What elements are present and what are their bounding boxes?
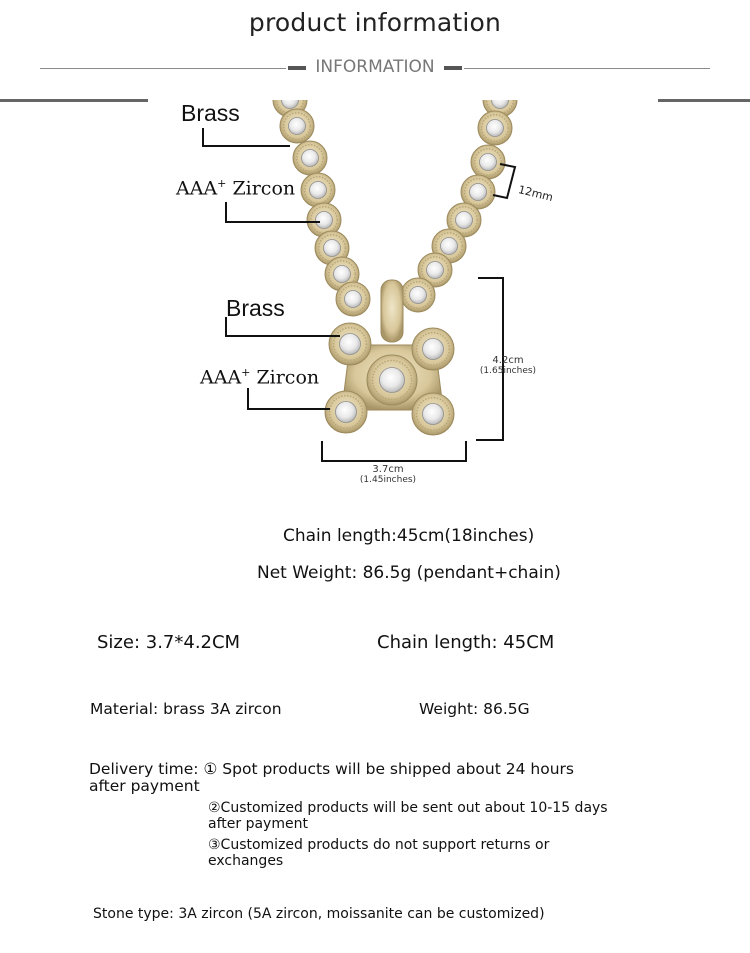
width-cm: 3.7cm (372, 464, 404, 475)
width-in: (1.45inches) (359, 475, 417, 485)
zircon-grade: AAA (176, 177, 218, 200)
label-brass-chain: Brass (181, 100, 240, 126)
spec-size: Size: 3.7*4.2CM (97, 632, 241, 653)
pendant-bail (381, 280, 403, 342)
page-title: product information (248, 8, 502, 37)
zircon-grade: AAA (200, 366, 242, 389)
section-subtitle: INFORMATION (315, 57, 435, 77)
label-width (358, 464, 418, 486)
delivery-option-3-cont: exchanges (208, 853, 284, 869)
pendant-stone (329, 323, 371, 365)
header-dash-right (444, 66, 462, 70)
chain-link (471, 145, 505, 179)
spec-stone-type: Stone type: 3A zircon (5A zircon, moissanite can be customized) (93, 906, 545, 922)
zircon-plus: + (241, 366, 251, 379)
delivery-option-3: ③Customized products do not support returns or (208, 837, 550, 853)
height-in: (1.65inches) (479, 366, 537, 376)
label-brass-pendant: Brass (226, 295, 285, 321)
chain-link (478, 111, 512, 145)
summary-net-weight: Net Weight: 86.5g (pendant+chain) (257, 563, 561, 583)
label-zircon-chain (176, 177, 295, 199)
delivery-option-1-cont: after payment (89, 777, 200, 795)
delivery-option-2: ②Customized products will be sent out about 10-15 days (208, 800, 608, 816)
header-dash-left (288, 66, 306, 70)
summary-chain-length: Chain length:45cm(18inches) (283, 526, 535, 546)
label-height (478, 355, 538, 377)
chain-link (336, 282, 370, 316)
delivery-row-1 (89, 760, 574, 778)
zircon-word: Zircon (232, 177, 296, 200)
pendant-stone (412, 328, 454, 370)
band-left (0, 99, 148, 102)
height-cm: 4.2cm (492, 355, 524, 366)
delivery-marker-1: ① (203, 760, 218, 778)
band-right (658, 99, 750, 102)
pendant-stone (325, 391, 367, 433)
spec-chain-length: Chain length: 45CM (377, 632, 555, 653)
delivery-label: Delivery time: (89, 760, 199, 778)
header-divider-left (40, 68, 286, 69)
chain-link (401, 278, 435, 312)
pendant-stone (412, 393, 454, 435)
delivery-option-2-cont: after payment (208, 816, 308, 832)
delivery-option-1: Spot products will be shipped about 24 hours (222, 760, 574, 778)
label-link-size: 12mm (516, 183, 555, 205)
pendant-center-stone (367, 355, 417, 405)
chain-link (293, 141, 327, 175)
chain-link (280, 109, 314, 143)
spec-material: Material: brass 3A zircon (90, 700, 282, 718)
zircon-word: Zircon (256, 366, 320, 389)
label-zircon-pendant (200, 366, 319, 388)
header-divider-right (464, 68, 710, 69)
chain-link (301, 173, 335, 207)
spec-weight: Weight: 86.5G (419, 700, 530, 718)
zircon-plus: + (217, 177, 227, 190)
